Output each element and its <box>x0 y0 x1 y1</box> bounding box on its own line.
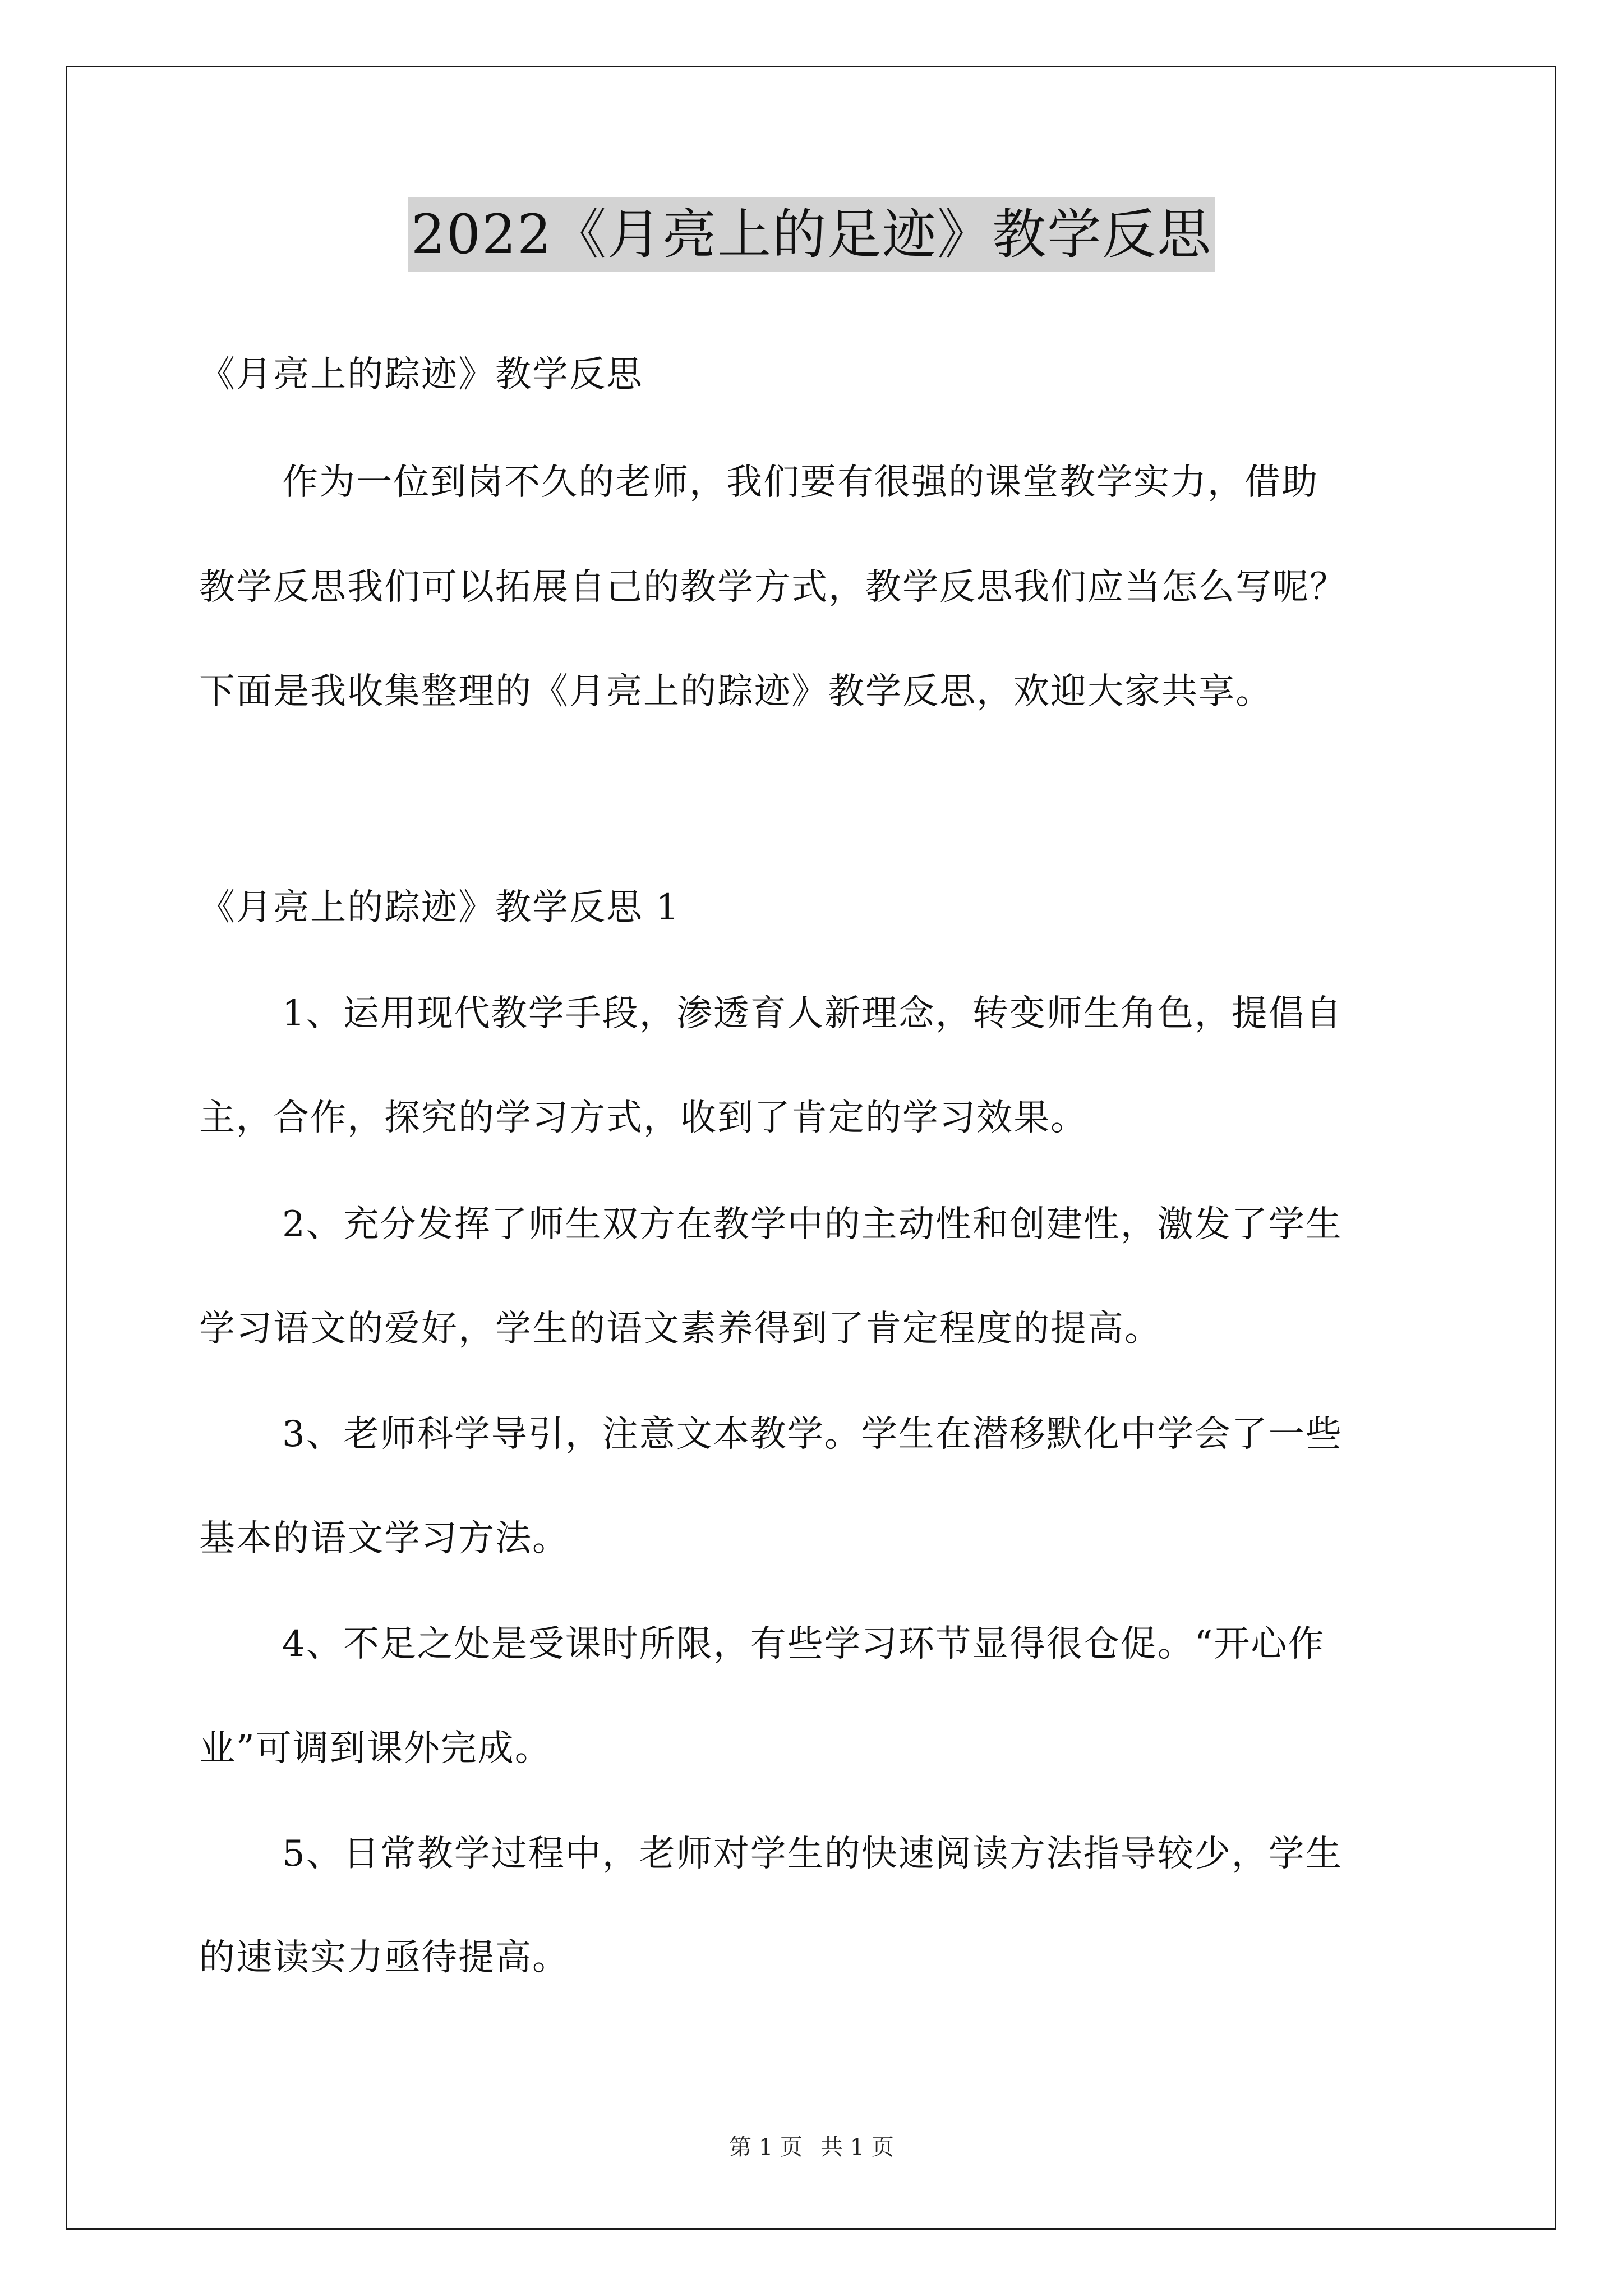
list-item-line: 1、运用现代教学手段，渗透育人新理念，转变师生角色，提倡自 <box>282 993 1343 1034</box>
section-heading: 《月亮上的踪迹》教学反思 <box>199 354 643 395</box>
page-footer <box>0 2133 1623 2162</box>
list-item-line: 业”可调到课外完成。 <box>199 1728 552 1769</box>
title-block <box>0 197 1623 272</box>
paragraph-line: 下面是我收集整理的《月亮上的踪迹》教学反思，欢迎大家共享。 <box>199 671 1272 712</box>
page-total: 共 1 页 <box>820 2134 894 2160</box>
list-item-line: 的速读实力亟待提高。 <box>199 1937 569 1978</box>
list-item-line: 主，合作，探究的学习方式，收到了肯定的学习效果。 <box>199 1097 1087 1139</box>
paragraph-line: 教学反思我们可以拓展自己的教学方式，教学反思我们应当怎么写呢？ <box>199 567 1347 608</box>
list-item-line: 基本的语文学习方法。 <box>199 1518 569 1559</box>
paragraph-line: 作为一位到岗不久的老师，我们要有很强的课堂教学实力，借助 <box>282 462 1318 503</box>
section-heading: 《月亮上的踪迹》教学反思 1 <box>199 887 680 928</box>
document-title: 2022《月亮上的足迹》教学反思 <box>408 197 1215 272</box>
list-item-line: 学习语文的爱好，学生的语文素养得到了肯定程度的提高。 <box>199 1308 1161 1350</box>
list-item-line: 5、日常教学过程中，老师对学生的快速阅读方法指导较少，学生 <box>282 1833 1343 1875</box>
list-item-line: 2、充分发挥了师生双方在教学中的主动性和创建性，激发了学生 <box>282 1204 1343 1245</box>
list-item-line: 4、不足之处是受课时所限，有些学习环节显得很仓促。“开心作 <box>282 1623 1325 1665</box>
page-number: 第 1 页 <box>729 2134 803 2160</box>
list-item-line: 3、老师科学导引，注意文本教学。学生在潜移默化中学会了一些 <box>282 1414 1343 1455</box>
